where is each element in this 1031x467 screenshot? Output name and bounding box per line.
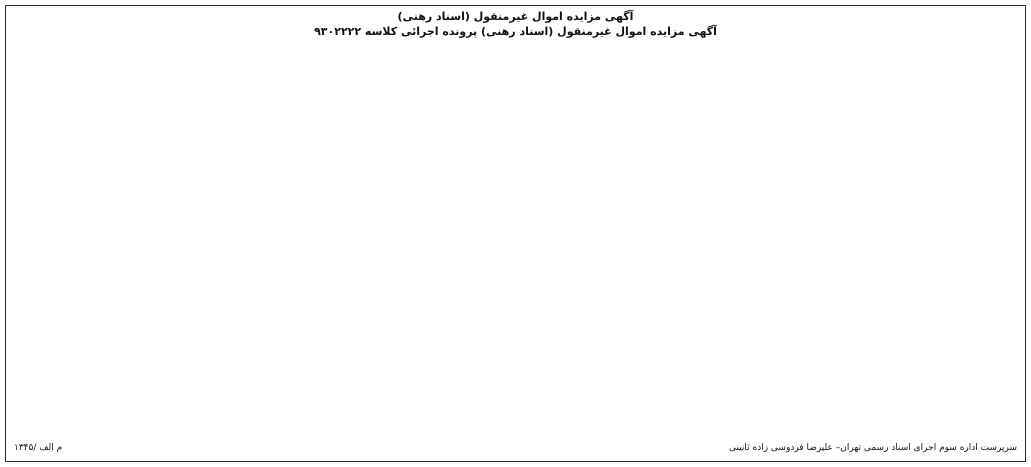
signature-line: سرپرست اداره سوم اجرای اسناد رسمی تهران– علیرضا فردوسی زاده ثانینی: [728, 443, 1017, 453]
notice-subtitle: آگهی مزایده اموال غیرمنقول (اسناد رهنی) پرونده اجرائی کلاسه ۹۳۰۲۲۲۲: [314, 25, 717, 38]
auction-notice: [5, 5, 1026, 462]
notice-body: [12, 44, 1019, 452]
reference-code: ۱۳۴۵/ م الف: [14, 443, 63, 453]
notice-title: آگهی مزایده اموال غیرمنقول (اسناد رهنی): [397, 10, 634, 23]
notice-footer: [14, 441, 1017, 455]
